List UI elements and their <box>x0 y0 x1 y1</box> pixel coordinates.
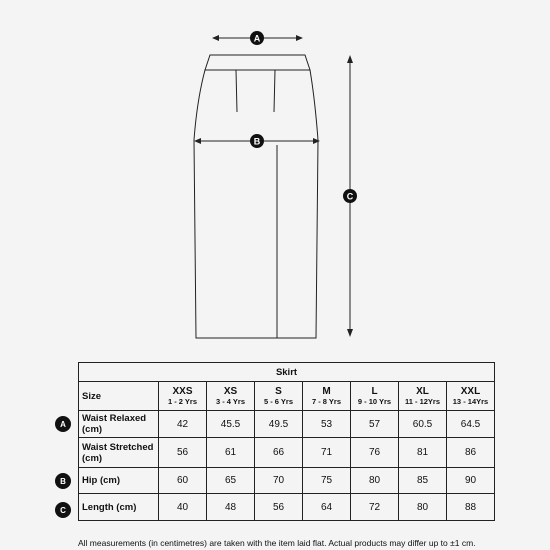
size-header-l: L 9 - 10 Yrs <box>351 382 399 411</box>
table-row-length <box>79 494 495 521</box>
table-cell: 49.5 <box>255 411 303 438</box>
badge-b <box>250 134 264 148</box>
table-cell: 71 <box>303 438 351 468</box>
size-header-xs: XS 3 - 4 Yrs <box>207 382 255 411</box>
table-cell: 45.5 <box>207 411 255 438</box>
skirt-outline <box>194 55 318 338</box>
size-header-s: S 5 - 6 Yrs <box>255 382 303 411</box>
table-cell: 66 <box>255 438 303 468</box>
size-header-m: M 7 - 8 Yrs <box>303 382 351 411</box>
table-cell: 75 <box>303 468 351 494</box>
table-cell: 81 <box>399 438 447 468</box>
table-row-waist-stretched <box>79 438 495 468</box>
table-row-hip <box>79 468 495 494</box>
table-cell: 80 <box>399 494 447 521</box>
badge-a <box>250 31 264 45</box>
table-cell: 42 <box>159 411 207 438</box>
svg-text:C: C <box>346 191 354 202</box>
table-cell: 60.5 <box>399 411 447 438</box>
row-label: Hip (cm) <box>79 468 159 494</box>
table-cell: 64.5 <box>447 411 495 438</box>
table-cell: 86 <box>447 438 495 468</box>
table-cell: 57 <box>351 411 399 438</box>
size-table <box>78 362 495 521</box>
table-cell: 53 <box>303 411 351 438</box>
table-cell: 88 <box>447 494 495 521</box>
table-row-waist-relaxed <box>79 411 495 438</box>
table-cell: 61 <box>207 438 255 468</box>
table-cell: 40 <box>159 494 207 521</box>
table-cell: 80 <box>351 468 399 494</box>
table-cell: 60 <box>159 468 207 494</box>
table-cell: 48 <box>207 494 255 521</box>
size-header-xxl: XXL 13 - 14Yrs <box>447 382 495 411</box>
size-header-xxs: XXS 1 - 2 Yrs <box>159 382 207 411</box>
table-header-row <box>79 382 495 411</box>
table-cell: 65 <box>207 468 255 494</box>
row-badge-b: B <box>55 473 71 489</box>
row-badge-c: C <box>55 502 71 518</box>
table-cell: 72 <box>351 494 399 521</box>
table-cell: 56 <box>159 438 207 468</box>
table-cell: 85 <box>399 468 447 494</box>
svg-text:A: A <box>253 33 261 44</box>
table-cell: 76 <box>351 438 399 468</box>
badge-c <box>343 189 357 203</box>
table-cell: 70 <box>255 468 303 494</box>
size-header-xl: XL 11 - 12Yrs <box>399 382 447 411</box>
row-label: Waist Stretched (cm) <box>79 438 159 468</box>
row-badge-a: A <box>55 416 71 432</box>
row-label: Waist Relaxed (cm) <box>79 411 159 438</box>
table-cell: 90 <box>447 468 495 494</box>
table-title: Skirt <box>79 363 495 382</box>
row-label: Length (cm) <box>79 494 159 521</box>
svg-text:B: B <box>253 136 261 147</box>
size-header: Size <box>79 382 159 411</box>
table-cell: 56 <box>255 494 303 521</box>
measurement-footnote: All measurements (in centimetres) are taken with the item laid flat. Actual products may differ up to ±1 cm. <box>78 538 476 548</box>
table-cell: 64 <box>303 494 351 521</box>
table-title-row <box>79 363 495 382</box>
